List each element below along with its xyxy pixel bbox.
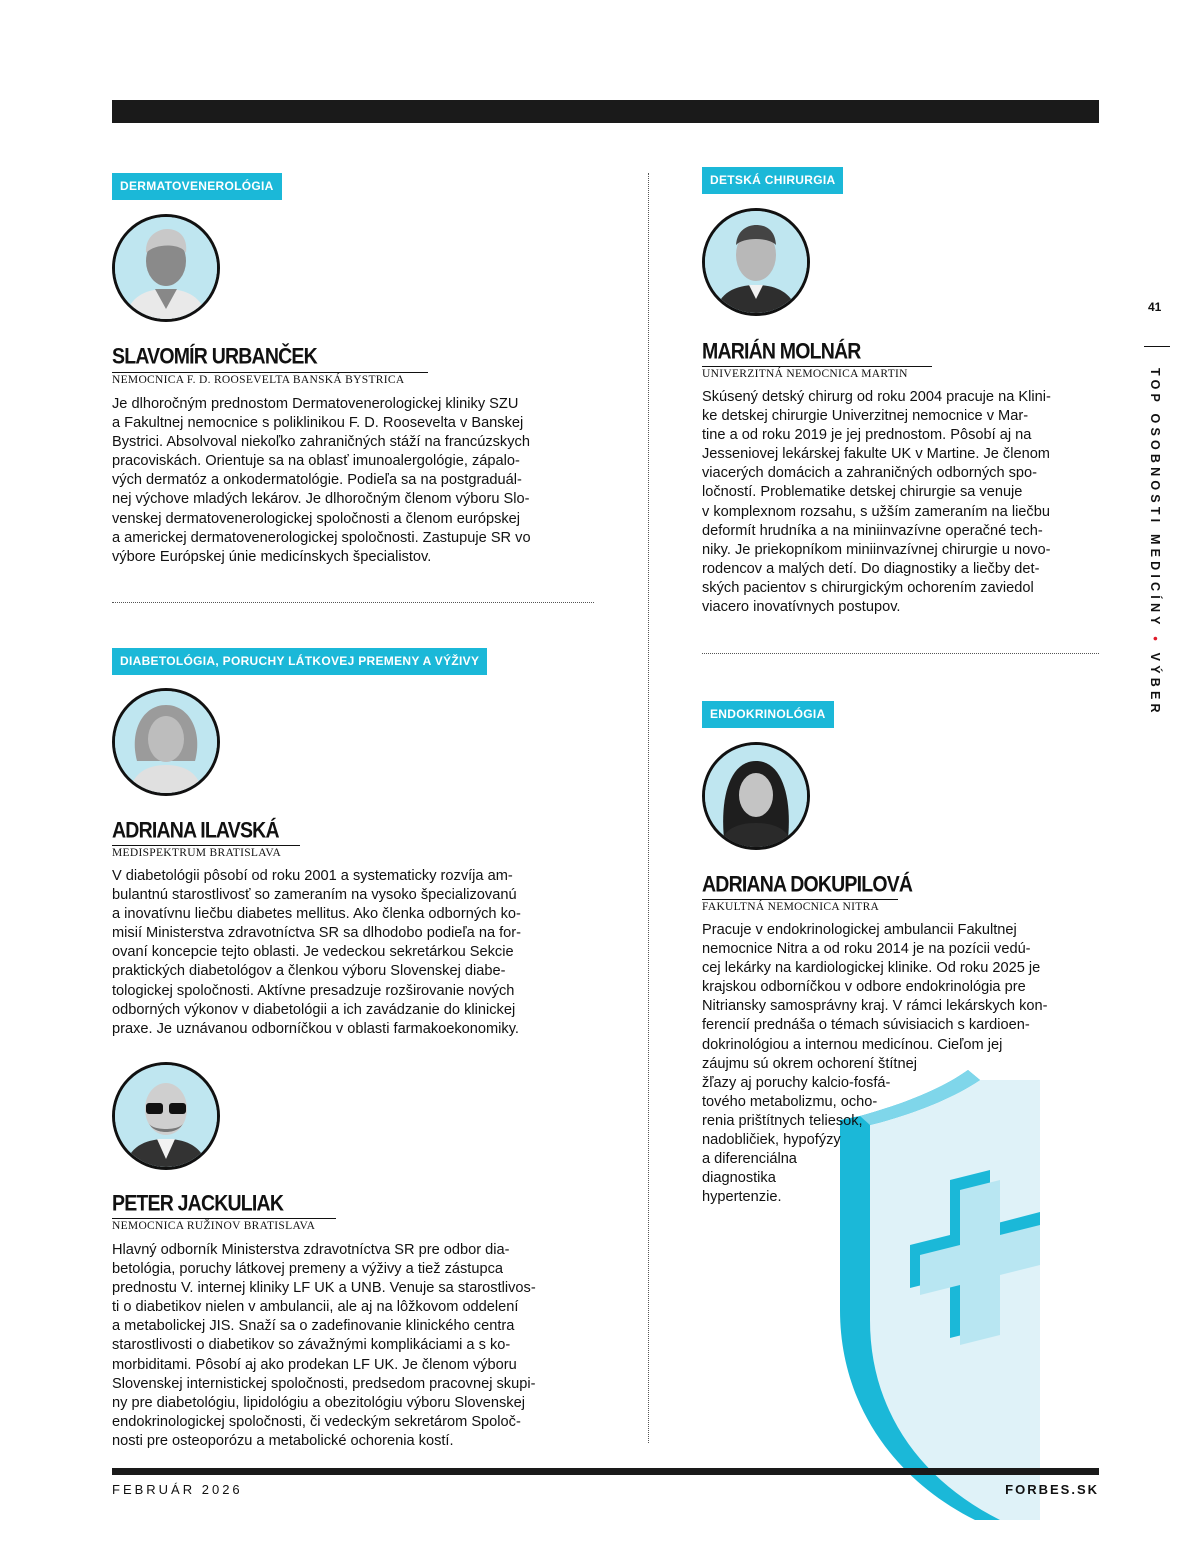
bio-text: V diabetológii pôsobí od roku 2001 a systematicky rozvíja am- bulantnú starostlivosť so zameraním na vysoko špecializovanú a inovatívnu liečbu diabetes mellitus. Ako členka odborných ko- misií Ministerstva zdravotníctva SR sa dlhodobo podieľa na for- ovaní koncepcie tejto oblasti. Je vedeckou sekretárkou Sekcie praktických diabetológov a členkou výboru Slovenskej diabe- tologickej spoločnosti. Aktívne presadzuje rozširovanie nových odborných výkonov v diabetológii a ich zavádzanie do klinickej praxe. Je uznávanou odborníčkou v oblasti farmakoekonomiky. [112, 868, 522, 1037]
institution: MEDISPEKTRUM BRATISLAVA [112, 847, 282, 859]
bio-text: Skúsený detský chirurg od roku 2004 pracuje na Klini- ke detskej chirurgie Univerzitnej nemocnice v Mar- tine a od roku 2019 je jej prednostom. Pôsobí aj na Jesseniovej lekárskej fakulte UK v Martine. Je členom viacerých domácich a zahraničných odborných spo- ločností. Problematike detskej chirurgie sa venuje v komplexnom rozsahu, s užším zameraním na liečbu deformít hrudníka a na miniinvazívne operačné tech- niky. Je priekopníkom miniinvazívnej chirurgie u novo- rodencov a malých detí. Do diagnostiky a liečby det- ských pacientov s chirurgickým ochorením zaviedol viacero inovatívnych postupov. [702, 389, 1051, 616]
name-underline [702, 366, 932, 367]
person-name: SLAVOMÍR URBANČEK [112, 344, 317, 370]
category-tag: DETSKÁ CHIRURGIA [702, 167, 843, 194]
person-icon [705, 745, 807, 847]
institution: FAKULTNÁ NEMOCNICA NITRA [702, 901, 880, 913]
site-name: FORBES.SK [1005, 1482, 1099, 1497]
name-underline [702, 899, 898, 900]
avatar [702, 208, 810, 316]
separator-dot: • [1148, 636, 1162, 645]
name-underline [112, 1218, 336, 1219]
avatar [112, 214, 220, 322]
section-divider [702, 653, 1099, 654]
person-name: MARIÁN MOLNÁR [702, 339, 861, 365]
section-label-part1: TOP OSOBNOSTI MEDICÍNY [1148, 368, 1162, 629]
person-icon [115, 217, 217, 319]
page-number: 41 [1148, 300, 1162, 314]
person-name: ADRIANA DOKUPILOVÁ [702, 872, 913, 898]
issue-date: FEBRUÁR 2026 [112, 1482, 243, 1497]
person-icon [115, 691, 217, 793]
avatar [112, 1062, 220, 1170]
bio-text: Hlavný odborník Ministerstva zdravotníctva SR pre odbor dia- betológia, poruchy látkovej premeny a výživy a tiež zástupca prednostu V. internej kliniky LF UK a UNB. Venuje sa starostlivos- ti o diabetikov nielen v ambulancii, ale aj na lôžkovom oddelení a metabolickej JIS. Snaží sa o zadefinovanie klinického centra starostlivosti o diabetikov so závažnými komplikáciami a s ko- morbiditami. Pôsobí aj ako prodekan LF UK. Je členom výboru Slovenskej internistickej spoločnosti, predsedom pracovnej skupi- ny pre diabetológiu, lipidológiu a obezitológiu výboru Slovenskej endokrinologickej spoločnosti, či vedeckým sekretárom Spoloč- nosti pre osteoporózu a metabolické ochorenia kostí. [112, 1242, 536, 1449]
institution: UNIVERZITNÁ NEMOCNICA MARTIN [702, 368, 908, 380]
institution: NEMOCNICA F. D. ROOSEVELTA BANSKÁ BYSTRICA [112, 374, 405, 386]
person-icon [705, 211, 807, 313]
side-tick [1144, 346, 1170, 347]
section-divider [112, 602, 594, 603]
category-tag: DERMATOVENEROLÓGIA [112, 173, 282, 200]
section-label-part2: VÝBER [1148, 652, 1162, 717]
avatar [702, 742, 810, 850]
bio-text: Pracuje v endokrinologickej ambulancii Fakultnej nemocnice Nitra a od roku 2014 je na pozícii vedú- cej lekárky na kardiologickej klinike. Od roku 2025 je krajskou odborníčkou v odbore endokrinológia pre Nitriansky samosprávny kraj. V rámci lekárskych kon- ferencií prednáša o témach súvisiacich s kardioen- dokrinológiou a internou medicínou. Cieľom jej záujmu sú okrem ochorení štítnej žľazy aj poruchy kalcio-fosfá- tového metabolizmu, ocho- renia prištítnych teliesok, nadobličiek, hypofýzy a diferenciálna diagnostika hypertenzie. [702, 922, 1048, 1206]
section-label [1148, 368, 1162, 717]
bottom-bar [112, 1468, 1099, 1475]
name-underline [112, 372, 428, 373]
column-divider [648, 173, 649, 1443]
bio-text: Je dlhoročným prednostom Dermatovenerologickej kliniky SZU a Fakultnej nemocnice s poliklinikou F. D. Roosevelta v Banskej Bystrici. Absolvoval niekoľko zahraničných stáží na francúzskych pracoviskách. Orientuje sa na oblasť imunoalergológie, zápalo- vých dermatóz a onkodermatológie. Podieľa sa na postgraduál- nej výchove mladých lekárov. Je dlhoročným členom výboru Slo- venskej dermatovenerologickej spoločnosti a členom európskej a americkej dermatovenerologickej spoločnosti. Zastupuje SR vo výbore Európskej únie medicínskych špecialistov. [112, 396, 531, 565]
person-name: PETER JACKULIAK [112, 1191, 284, 1217]
avatar [112, 688, 220, 796]
top-bar [112, 100, 1099, 123]
category-tag: ENDOKRINOLÓGIA [702, 701, 834, 728]
category-tag: DIABETOLÓGIA, PORUCHY LÁTKOVEJ PREMENY A VÝŽIVY [112, 648, 487, 675]
name-underline [112, 845, 300, 846]
person-icon [115, 1065, 217, 1167]
institution: NEMOCNICA RUŽINOV BRATISLAVA [112, 1220, 316, 1232]
person-name: ADRIANA ILAVSKÁ [112, 818, 279, 844]
